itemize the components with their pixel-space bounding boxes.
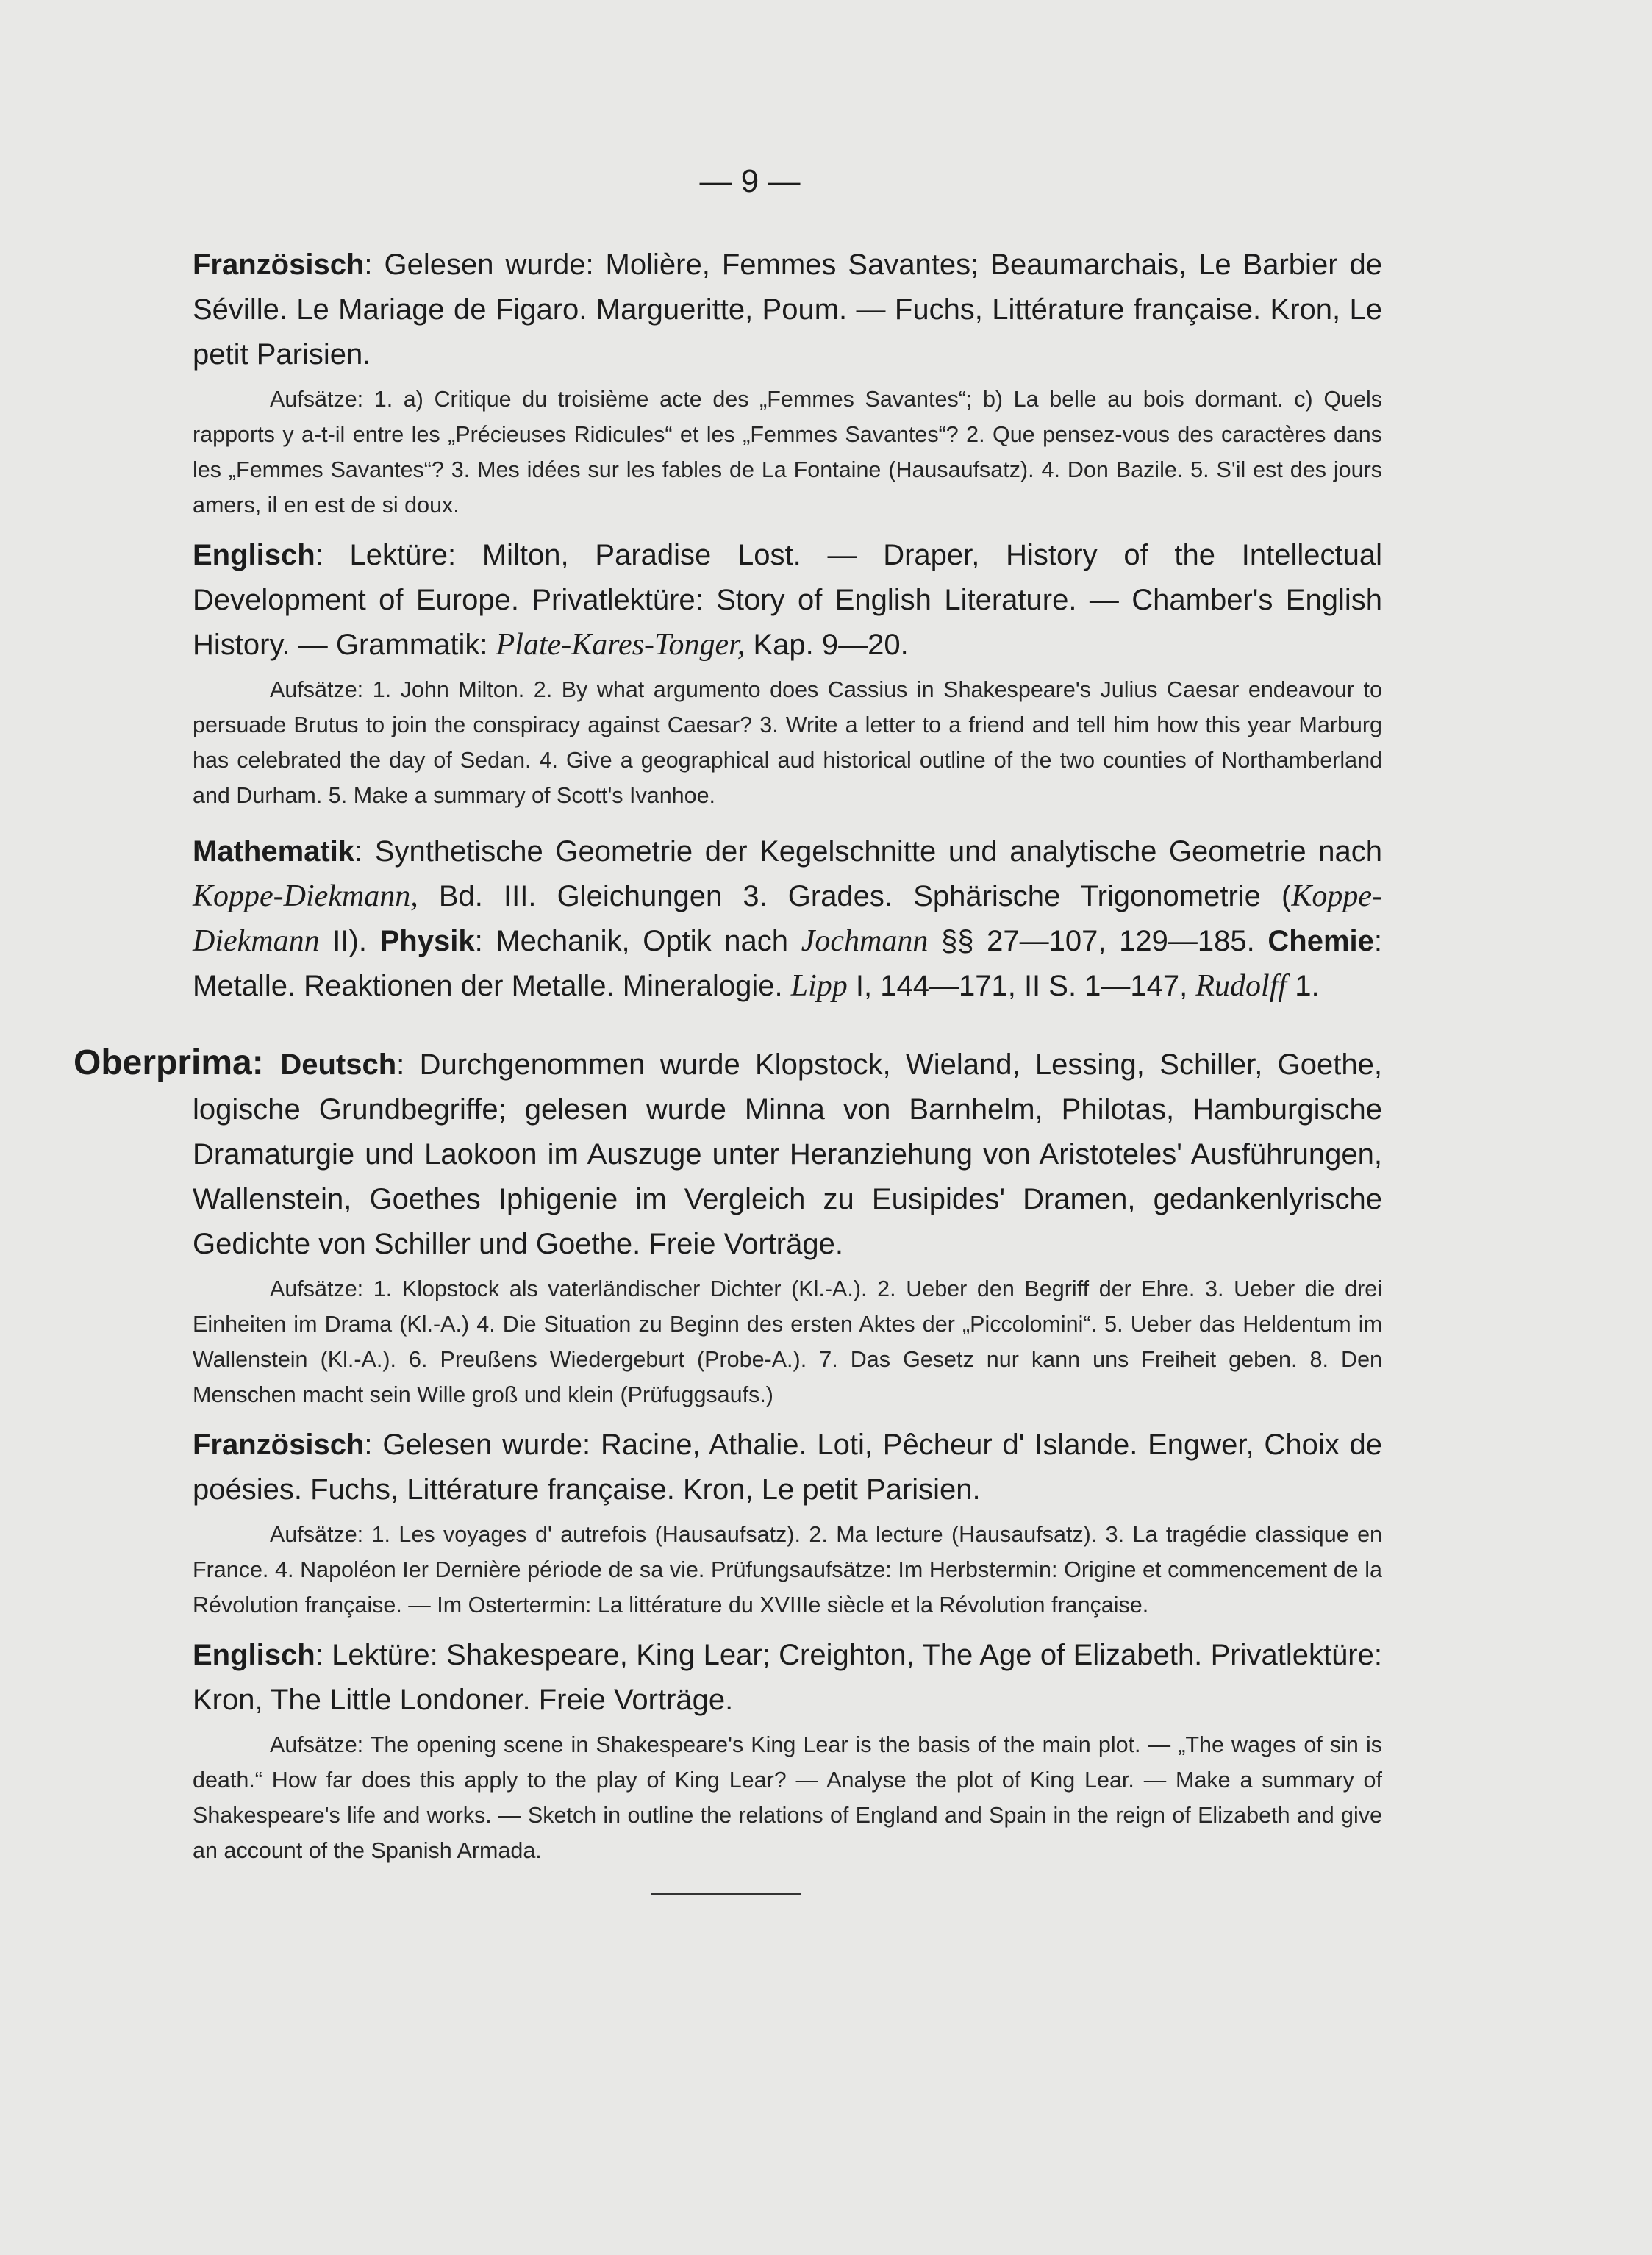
- text-segment: : Synthetische Geometrie der Kegelschnitte und analytische Geometrie nach: [354, 835, 1382, 868]
- subject-heading: Französisch: [193, 249, 365, 281]
- text-segment: : Metalle. Reaktionen der Metalle. Mineralogie.: [193, 925, 1382, 1002]
- subject-heading: Französisch: [193, 1429, 365, 1461]
- text-segment: 1.: [1287, 970, 1320, 1002]
- franzoesisch-aufsaetze-oberprima: [193, 1517, 1382, 1623]
- subject-heading: Mathematik: [193, 835, 355, 868]
- text-segment: Aufsätze: 1. a) Critique du troisième acte des „Femmes Savantes“; b) La belle au bois dormant. c) Quels rapports y a-t-il entre les „Précieuses Ridicules“ et les „Femmes Savantes“? 2. Que pensez-vous des caractères dans les „Femmes Savantes“? 3. Mes idées sur les fables de La Fontaine (Hausaufsatz). 4. Don Bazile. 5. S'il est des jours amers, il en est de si doux.: [193, 387, 1382, 518]
- page-body: [74, 243, 1382, 1895]
- text-segment: Aufsätze: 1. Klopstock als vaterländischer Dichter (Kl.-A.). 2. Ueber den Begriff der Ehre. 3. Ueber die drei Einheiten im Drama (Kl.-A.) 4. Die Situation zu Beginn des ersten Aktes der „Piccolomini“. 5. Ueber das Heldentum im Wallenstein (Kl.-A.). 6. Preußens Wiedergeburt (Probe-A.). 7. Das Gesetz nur kann uns Freiheit geben. 8. Den Menschen macht sein Wille groß und klein (Prüfuggsaufs.): [193, 1276, 1382, 1407]
- subject-heading: Chemie: [1267, 925, 1374, 957]
- text-segment: : Mechanik, Optik nach: [474, 925, 801, 957]
- text-segment: : Durchgenommen wurde Klopstock, Wieland, Lessing, Schiller, Goethe, logische Grundbegriffe; gelesen wurde Minna von Barnhelm, Philotas, Hamburgische Dramaturgie und Laokoon im Auszuge unter Heranziehung von Aristoteles' Ausführungen, Wallenstein, Goethes Iphigenie im Vergleich zu Eusipides' Dramen, gedankenlyrische Gedichte von Schiller und Goethe. Freie Vorträge.: [193, 1048, 1382, 1260]
- text-segment: Kap. 9—20.: [745, 629, 909, 661]
- closing-rule: [651, 1893, 801, 1895]
- franzoesisch-aufsaetze-unterprima: [193, 382, 1382, 523]
- text-segment: : Gelesen wurde: Molière, Femmes Savantes; Beaumarchais, Le Barbier de Séville. Le Mariage de Figaro. Margueritte, Poum. — Fuchs, Littérature française. Kron, Le petit Parisien.: [193, 249, 1382, 371]
- text-segment: : Gelesen wurde: Racine, Athalie. Loti, Pêcheur d' Islande. Engwer, Choix de poésies. Fuchs, Littérature française. Kron, Le petit Parisien.: [193, 1429, 1382, 1506]
- page-number: — 9 —: [699, 163, 801, 199]
- franzoesisch-lektuere-unterprima: [193, 243, 1382, 377]
- englisch-aufsaetze-oberprima: [193, 1727, 1382, 1868]
- deutsch-aufsaetze-oberprima: [193, 1271, 1382, 1412]
- text-segment: Aufsätze: The opening scene in Shakespeare's King Lear is the basis of the main plot. — „The wages of sin is death.“ How far does this apply to the play of King Lear? — Analyse the plot of King Lear. — Make a summary of Shakespeare's life and works. — Sketch in outline the relations of England and Spain in the reign of Elizabeth and give an account of the Spanish Armada.: [193, 1732, 1382, 1863]
- englisch-aufsaetze-unterprima: [193, 672, 1382, 813]
- englisch-lektuere-oberprima: [193, 1633, 1382, 1723]
- author-italic: Koppe-Diekmann: [193, 879, 1382, 958]
- author-italic: Koppe-Diekmann,: [193, 879, 418, 913]
- text-segment: Aufsätze: 1. Les voyages d' autrefois (Hausaufsatz). 2. Ma lecture (Hausaufsatz). 3. La tragédie classique en France. 4. Napoléon Ier Dernière période de sa vie. Prüfungsaufsätze: Im Herbstermin: Origine et commencement de la Révolution française. — Im Ostertermin: La littérature du XVIIIe siècle et la Révolution française.: [193, 1522, 1382, 1618]
- text-segment: Bd. III. Gleichungen 3. Grades. Sphärische Trigonometrie (: [418, 880, 1292, 912]
- text-segment: §§ 27—107, 129—185.: [928, 925, 1268, 957]
- author-italic: Plate-Kares-Tonger,: [496, 628, 745, 662]
- text-segment: II).: [319, 925, 380, 957]
- mathematik-physik-chemie: [193, 829, 1382, 1009]
- author-italic: Rudolff: [1195, 969, 1287, 1003]
- text-segment: I, 144—171, II S. 1—147,: [847, 970, 1196, 1002]
- englisch-lektuere-unterprima: [193, 533, 1382, 668]
- text-segment: Aufsätze: 1. John Milton. 2. By what argumento does Cassius in Shakespeare's Julius Caesar endeavour to persuade Brutus to join the conspiracy against Caesar? 3. Write a letter to a friend and tell him how this year Marburg has celebrated the day of Sedan. 4. Give a geographical aud historical outline of the two counties of Northamberland and Durham. 5. Make a summary of Scott's Ivanhoe.: [193, 677, 1382, 808]
- subject-heading: Englisch: [193, 1639, 315, 1671]
- text-segment: : Lektüre: Shakespeare, King Lear; Creighton, The Age of Elizabeth. Privatlektüre: Kron, The Little Londoner. Freie Vorträge.: [193, 1639, 1382, 1716]
- class-label: Oberprima:: [74, 1043, 281, 1082]
- author-italic: Jochmann: [801, 924, 929, 958]
- author-italic: Lipp: [790, 969, 848, 1003]
- oberprima-deutsch: [74, 1043, 1382, 1267]
- text-segment: : Lektüre: Milton, Paradise Lost. — Draper, History of the Intellectual Development of Europe. Privatlektüre: Story of English Literature. — Chamber's English History. — Grammatik:: [193, 539, 1382, 661]
- franzoesisch-lektuere-oberprima: [193, 1423, 1382, 1512]
- subject-heading: Physik: [379, 925, 475, 957]
- subject-heading: Englisch: [193, 539, 315, 571]
- subject-heading: Deutsch: [280, 1048, 397, 1081]
